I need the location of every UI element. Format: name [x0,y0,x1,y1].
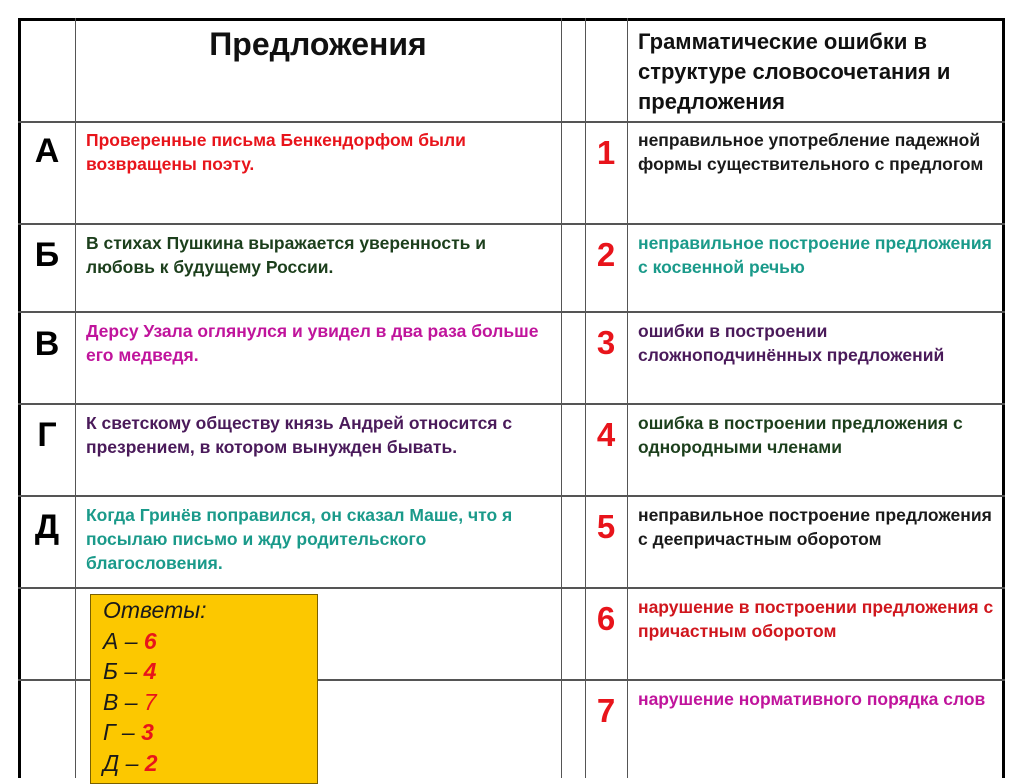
col-divider [627,18,628,778]
answer-value: 4 [143,658,157,684]
answer-value: 6 [143,627,157,654]
answer-key: Д [103,749,120,776]
answers-title: Ответы: [103,597,207,623]
row-letter: Б [34,236,60,274]
error-text: неправильное построение предложения с косвенной речью [638,233,992,277]
sentence-text: В стихах Пушкина выражается уверенность и любовь к будущему России. [86,233,487,277]
answer-value: 3 [141,719,154,745]
error-text: ошибки в построении сложноподчинённых предложений [638,321,945,365]
row-divider [18,121,1005,123]
answer-key: В [103,688,119,715]
answer-item: Г – 3 [103,719,154,745]
answer-key: Б [103,658,118,684]
answer-value: 2 [144,749,158,776]
answer-key: А [103,627,119,654]
sentence-text: К светскому обществу князь Андрей относится с презрением, в котором вынужден бывать. [86,413,513,457]
row-letter: Д [34,508,60,546]
error-text: нарушение нормативного порядка слов [638,689,986,709]
row-divider [18,587,1005,589]
error-number: 6 [596,600,616,637]
error-number: 7 [596,692,616,729]
sentence-text: Проверенные письма Бенкендорфом были возвращены поэту. [86,130,466,174]
row-letter: А [34,132,60,170]
col-divider [561,18,562,778]
error-text: ошибка в построении предложения с однородными членами [638,413,963,457]
row-divider [18,403,1005,405]
error-number: 1 [596,134,616,171]
answer-item: В – 7 [103,688,157,715]
sentence-text: Дерсу Узала оглянулся и увидел в два раза больше его медведя. [86,321,539,365]
sentence-text: Когда Гринёв поправился, он сказал Маше, что я посылаю письмо и жду родительского благословения. [86,505,513,573]
row-divider [18,495,1005,497]
answer-item: А – 6 [103,627,157,654]
error-number: 4 [596,416,616,453]
answer-key: Г [103,719,116,745]
header-errors: Грамматические ошибки в структуре словосочетания и предложения [638,29,951,114]
answer-item: Б – 4 [103,658,157,684]
error-number: 5 [596,508,616,545]
error-text: неправильное употребление падежной формы существительного с предлогом [638,130,984,174]
error-number: 3 [596,324,616,361]
error-number: 2 [596,236,616,273]
answer-item: Д – 2 [103,749,158,776]
col-divider [75,18,76,778]
row-divider [18,223,1005,225]
row-letter: Г [37,416,57,454]
answer-value: 7 [143,688,157,715]
header-sentences: Предложения [209,26,427,62]
error-text: нарушение в построении предложения с причастным оборотом [638,597,994,641]
col-divider [585,18,586,778]
row-letter: В [34,325,60,363]
error-text: неправильное построение предложения с деепричастным оборотом [638,505,992,549]
answers-box [90,594,318,784]
row-divider [18,311,1005,313]
